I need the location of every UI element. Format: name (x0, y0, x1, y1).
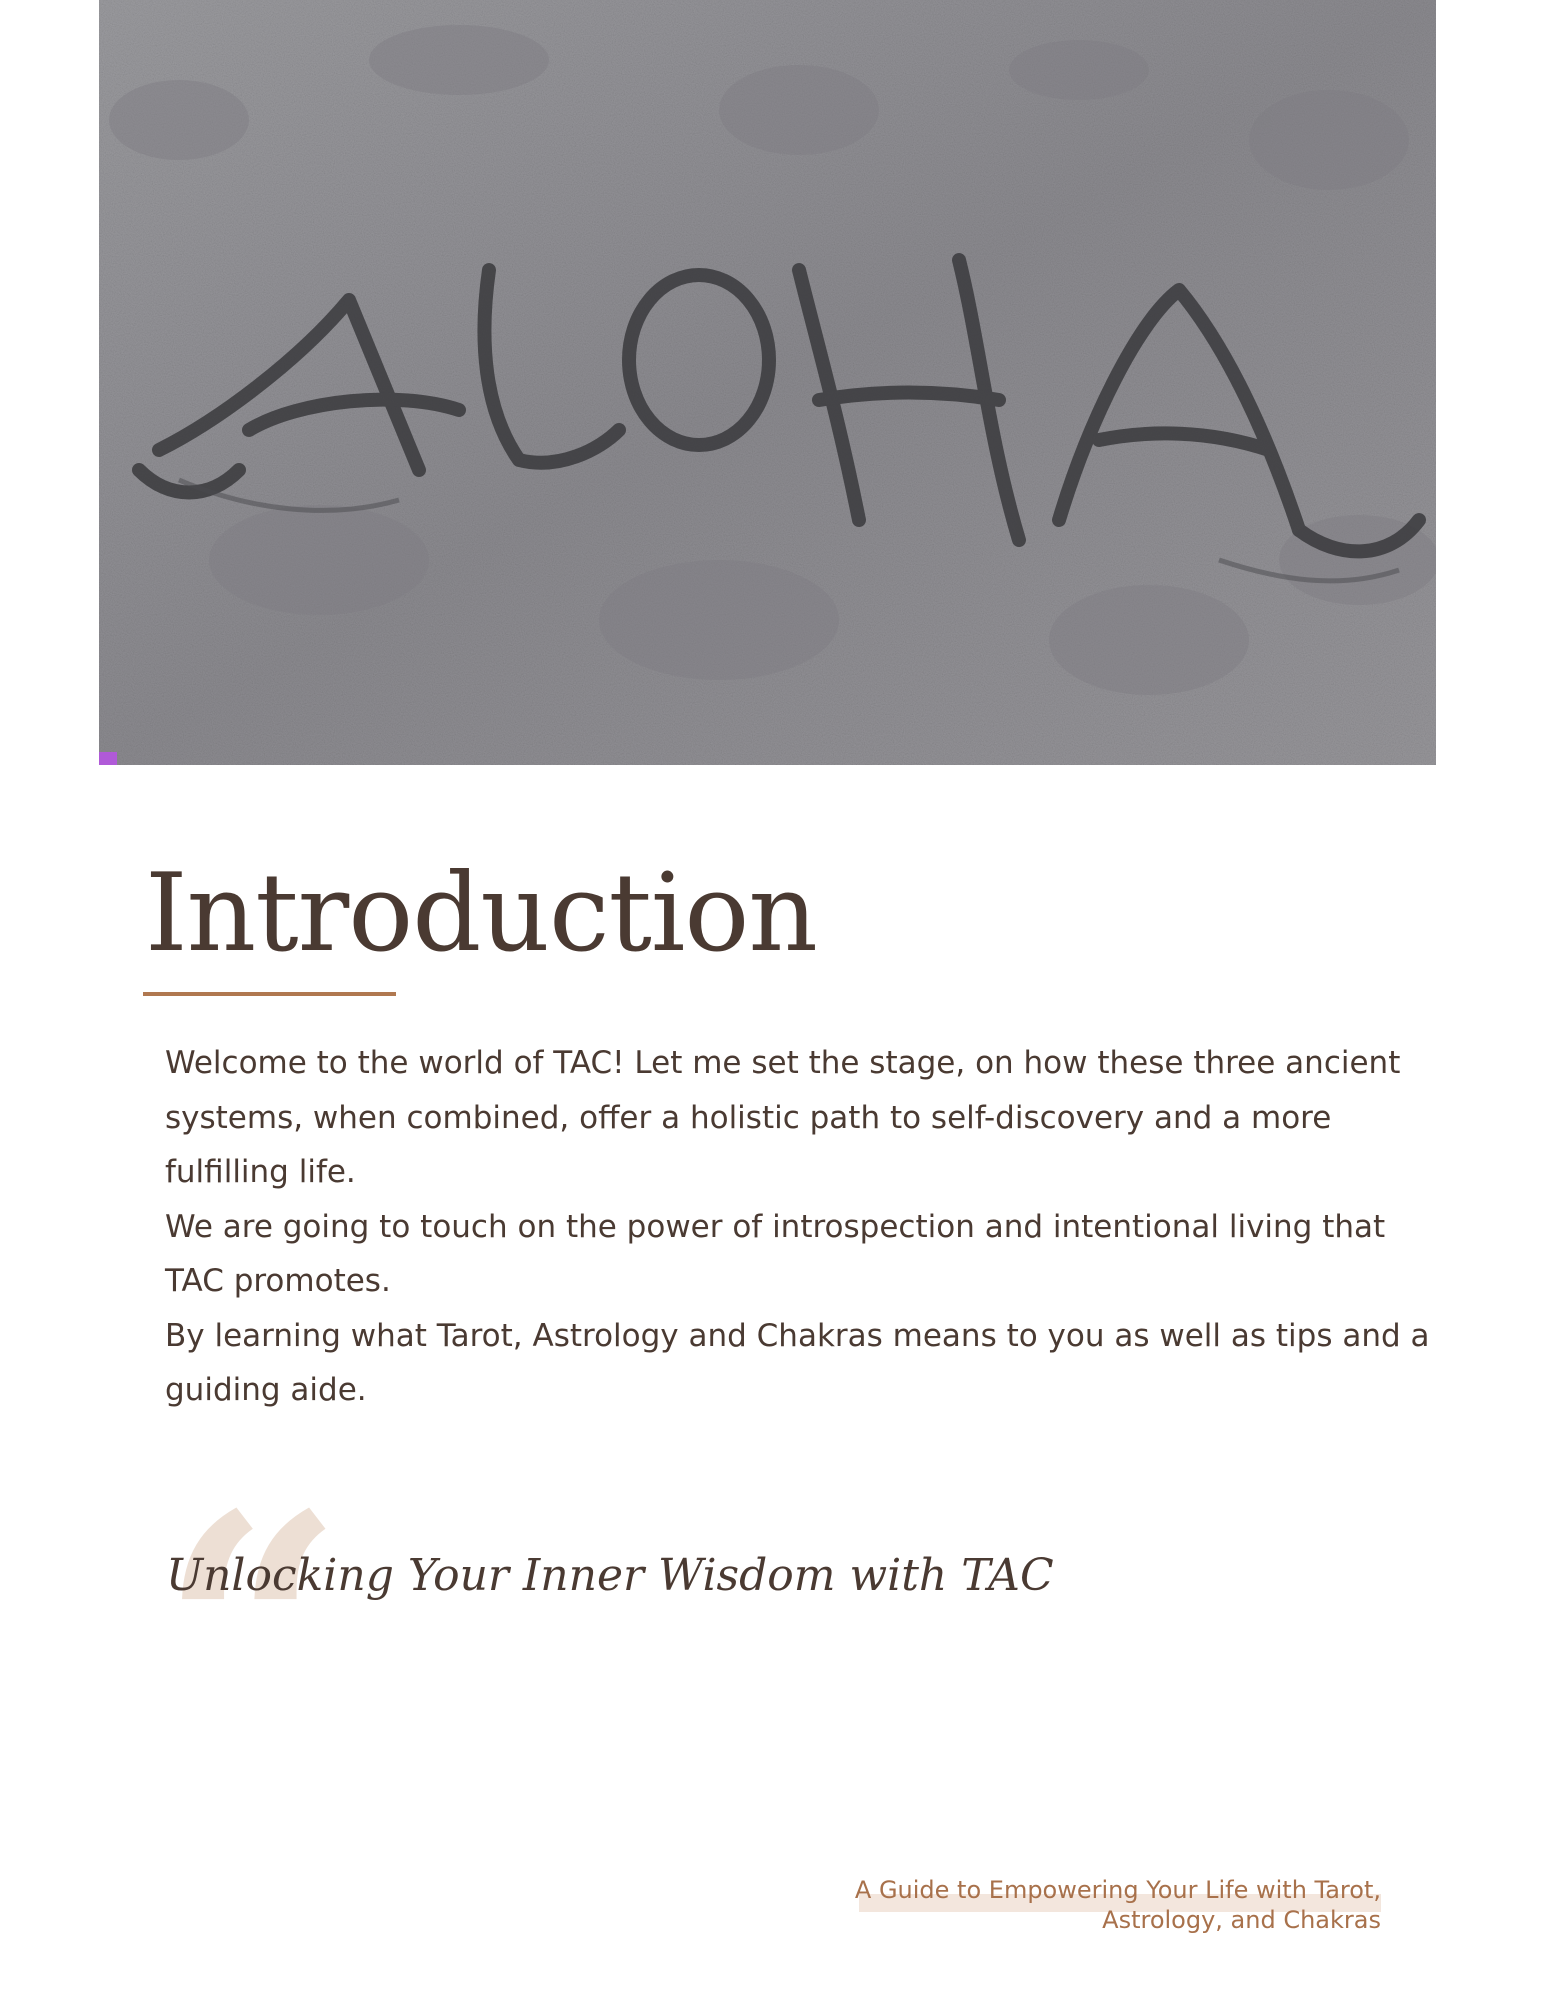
hero-image (99, 0, 1436, 765)
quote-mark-icon: “ (160, 1446, 345, 1821)
page-title: Introduction (145, 851, 817, 976)
intro-body (165, 1036, 1445, 1418)
intro-paragraph-3: By learning what Tarot, Astrology and Chakras means to you as well as tips and a guiding aide. (165, 1317, 1430, 1408)
footer-line-1: A Guide to Empowering Your Life with Tarot, (854, 1876, 1381, 1904)
intro-paragraph-1: Welcome to the world of TAC! Let me set the stage, on how these three ancient systems, when combined, offer a holistic path to self-discovery and a more fulfilling life. (165, 1045, 1401, 1190)
quote-text: Unlocking Your Inner Wisdom with TAC (166, 1550, 1054, 1601)
footer-line-2: Astrology, and Chakras (1102, 1906, 1381, 1934)
pull-quote (160, 1446, 1160, 1821)
footer-caption (781, 1875, 1381, 1935)
intro-paragraph-2: We are going to touch on the power of introspection and intentional living that TAC promotes. (165, 1208, 1386, 1299)
sand-photo (99, 0, 1436, 765)
title-underline (143, 992, 396, 996)
